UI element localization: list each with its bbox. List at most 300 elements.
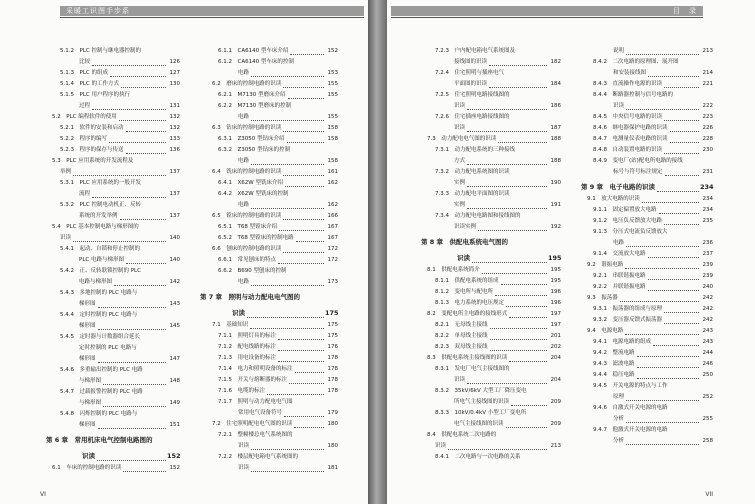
toc-entry-title: 8.2.1 无母线主接线 <box>435 322 488 328</box>
toc-entry-title: 5.1.4 PLC 的工作方式 <box>60 81 119 87</box>
toc-leader-dots <box>625 334 699 335</box>
toc-page-number: 201 <box>550 333 561 339</box>
toc-entry-title: 9.4.3 滤波电路 <box>593 361 635 367</box>
toc-page-number: 179 <box>327 410 338 416</box>
toc-entry-title: 8.1.3 电力系统的电压规定 <box>435 300 504 306</box>
toc-entry <box>581 326 713 337</box>
toc-entry-title: 6.1 车床的控制电路的识读 <box>52 465 122 471</box>
toc-leader-dots <box>288 98 324 99</box>
toc-entry-title: 6.5.1 T68 型镗床介绍 <box>218 224 278 230</box>
toc-leader-dots <box>283 87 324 88</box>
toc-entry-title: 识读 <box>613 103 625 109</box>
toc-page-number: 242 <box>702 317 713 323</box>
toc-entry-title: 8.2.2 单母线主接线 <box>435 333 488 339</box>
toc-page-number: 255 <box>702 416 713 422</box>
toc-entry <box>46 244 180 255</box>
toc-page-number: 204 <box>550 377 561 383</box>
toc-entry <box>421 441 561 452</box>
toc-entry <box>581 46 713 57</box>
toc-entry-title: 平面图的识读 <box>454 81 488 87</box>
toc-entry <box>421 123 561 134</box>
toc-leader-dots <box>283 252 324 253</box>
toc-leader-dots <box>482 273 547 274</box>
toc-page-number: 195 <box>548 254 562 262</box>
toc-page-number: 151 <box>169 422 180 428</box>
toc-entry <box>421 68 561 79</box>
toc-page-number: 132 <box>169 114 180 120</box>
toc-page-number: 158 <box>327 158 338 164</box>
toc-entry-title: 梯形图 <box>79 356 96 362</box>
toc-entry-title: 9.1 放大电路的识读 <box>587 196 640 202</box>
toc-page-number: 147 <box>169 356 180 362</box>
toc-entry <box>421 101 561 112</box>
toc-entry-title: 原理 <box>613 394 625 400</box>
toc-entry-title: 8.1 供配电系统简介 <box>427 267 480 273</box>
toc-entry-title: 7.2.4 住宅照明与插座电气 <box>435 70 504 76</box>
toc-entry <box>581 414 713 425</box>
toc-page-number: 178 <box>327 388 338 394</box>
toc-entry-title: 6.2.1 M7130 型磨床介绍 <box>218 92 286 98</box>
toc-entry-title: 5.4.2 正、反转联锁控制的 PLC <box>60 268 141 274</box>
toc-leader-dots <box>626 109 699 110</box>
toc-page-number: 148 <box>169 378 180 384</box>
toc-entry <box>581 392 713 403</box>
toc-page-number: 182 <box>550 59 561 65</box>
toc-entry-title: 7.2.6 住宅插座电路接线图的 <box>435 114 510 120</box>
toc-entry-title: 9.2.1 串联谐振电路 <box>593 273 646 279</box>
toc-entry <box>46 68 180 79</box>
toc-page-number: 197 <box>550 322 561 328</box>
toc-leader-dots <box>670 131 699 132</box>
toc-page-number: 145 <box>169 323 180 329</box>
toc-entry-title: 8.4.7 电测量仪表电路的识读 <box>593 136 668 142</box>
toc-entry-title: 6.6.1 常见刨床的特点 <box>218 257 276 263</box>
toc-entry <box>46 233 180 244</box>
toc-entry-title: 识读 <box>232 309 245 317</box>
toc-leader-dots <box>501 284 547 285</box>
toc-page-number: 242 <box>702 306 713 312</box>
toc-entry-title: 5.4.8 闪烁控制的 PLC 电路与 <box>60 411 138 417</box>
toc-page-number: 167 <box>327 224 338 230</box>
toc-leader-dots <box>626 400 699 401</box>
toc-leader-dots <box>664 312 699 313</box>
toc-entry-title: 7.2 住宅照明配电电气图的识读 <box>212 421 293 427</box>
toc-entry-title: 与梯形图 <box>79 400 102 406</box>
toc-leader-dots <box>103 406 166 407</box>
toc-page-number: 167 <box>327 235 338 241</box>
toc-page-number: 196 <box>550 300 561 306</box>
toc-page-number: 234 <box>702 207 713 213</box>
toc-page-number: 166 <box>327 213 338 219</box>
right-toc-column-1 <box>421 46 561 463</box>
toc-entry <box>206 331 338 342</box>
toc-entry <box>581 90 713 101</box>
toc-entry-title: 过程 <box>79 103 91 109</box>
toc-page-number: 228 <box>702 136 713 142</box>
toc-entry <box>46 420 180 431</box>
toc-chapter-entry <box>200 291 338 304</box>
left-header-rule <box>60 17 364 18</box>
toc-entry <box>581 293 713 304</box>
toc-leader-dots <box>467 109 547 110</box>
toc-entry <box>206 134 338 145</box>
toc-entry-title: 6.2.2 M7130 型磨床的控制 <box>218 103 291 109</box>
toc-entry <box>46 365 180 376</box>
toc-page-number: 162 <box>327 202 338 208</box>
toc-entry <box>421 320 561 331</box>
toc-entry <box>421 309 561 320</box>
toc-entry-title: 8.4.3 直流操作电源的识读 <box>593 81 662 87</box>
toc-entry <box>581 79 713 90</box>
toc-leader-dots <box>109 142 166 143</box>
toc-entry <box>581 348 713 359</box>
toc-entry <box>46 211 180 222</box>
toc-page-number: 172 <box>327 257 338 263</box>
toc-entry <box>421 112 561 123</box>
toc-page-number: 213 <box>550 443 561 449</box>
toc-entry <box>421 178 561 189</box>
toc-entry <box>421 430 561 441</box>
toc-entry-title: 7.1.3 用电设备的标注 <box>218 355 276 361</box>
toc-entry <box>581 205 713 216</box>
toc-entry <box>46 90 180 101</box>
toc-page-number: 209 <box>550 421 561 427</box>
toc-leader-dots <box>506 306 547 307</box>
toc-page-number: 130 <box>169 81 180 87</box>
toc-page-number: 162 <box>327 180 338 186</box>
toc-leader-dots <box>653 345 699 346</box>
toc-entry-title: 电路 <box>238 114 250 120</box>
toc-page-number: 230 <box>702 147 713 153</box>
toc-entry-title: 定时控制的 PLC 电路与 <box>79 345 137 351</box>
toc-page-number: 155 <box>327 114 338 120</box>
toc-entry-title: 比较 <box>79 59 91 65</box>
toc-page-number: 180 <box>327 421 338 427</box>
toc-page-number: 173 <box>327 279 338 285</box>
toc-leader-dots <box>665 175 699 176</box>
toc-entry-title: 5.4.7 过载报警控制的 PLC 电路 <box>60 389 143 395</box>
toc-page-number: 175 <box>325 309 339 317</box>
toc-entry <box>46 200 180 211</box>
toc-entry <box>581 381 713 392</box>
toc-page-number: 243 <box>702 328 713 334</box>
toc-leader-dots <box>626 54 699 55</box>
toc-entry <box>421 211 561 222</box>
toc-entry-title: 梯形图 <box>79 301 96 307</box>
left-page <box>0 0 368 504</box>
toc-entry <box>421 79 561 90</box>
left-toc-column-1 <box>46 46 180 474</box>
toc-entry-title: 5.4.3 多地控制的 PLC 电路与 <box>60 290 138 296</box>
toc-entry-title: 7.3.4 动力配电电路图和接线图的 <box>435 213 521 219</box>
toc-entry-title: 8.2.3 双母线主接线 <box>435 344 488 350</box>
toc-leader-dots <box>657 191 699 192</box>
right-header-rule <box>391 17 703 18</box>
toc-entry <box>46 167 180 178</box>
toc-entry-title: 5.2.2 程序的编写 <box>60 136 107 142</box>
toc-entry <box>46 343 180 354</box>
toc-leader-dots <box>467 208 547 209</box>
toc-entry-title: 6.3.2 Z3050 型钻床的控制 <box>218 147 291 153</box>
toc-leader-dots <box>509 361 547 362</box>
toc-entry <box>421 331 561 342</box>
toc-page-number: 172 <box>327 246 338 252</box>
toc-page-number: 197 <box>550 311 561 317</box>
toc-entry-title: 5.4 PLC 基本控制电路与梯形图的 <box>52 224 139 230</box>
toc-entry <box>421 353 561 364</box>
toc-entry <box>46 178 180 189</box>
toc-leader-dots <box>670 142 699 143</box>
toc-entry-title: 8.4.4 断路器控制与信号电路的 <box>593 92 673 98</box>
toc-entry-title: 8.2 变配电所主电路的接线形式 <box>427 311 508 317</box>
toc-leader-dots <box>121 87 166 88</box>
toc-leader-dots <box>114 285 166 286</box>
toc-entry <box>581 304 713 315</box>
toc-page-number: 176 <box>327 344 338 350</box>
toc-leader-dots <box>98 428 166 429</box>
toc-entry <box>421 375 561 386</box>
toc-entry-title: 8.4.5 中央信号电路的识读 <box>593 114 662 120</box>
toc-entry-title: 7.2.5 住宅照明电路接线图的 <box>435 92 510 98</box>
toc-entry-title: 7.3.2 动力配电系统图的识读 <box>435 169 510 175</box>
toc-leader-dots <box>664 224 699 225</box>
right-toc-column-2 <box>581 46 713 447</box>
toc-entry <box>206 244 338 255</box>
toc-page-number: 158 <box>327 136 338 142</box>
toc-entry-title: 8.3.3 10kV/0.4kV 小型工厂变电所 <box>435 410 527 416</box>
toc-entry <box>206 167 338 178</box>
toc-entry <box>206 200 338 211</box>
toc-page-number: 243 <box>702 339 713 345</box>
toc-chapter-entry <box>421 252 561 265</box>
toc-entry <box>46 79 180 90</box>
toc-entry <box>421 46 561 57</box>
toc-leader-dots <box>467 383 547 384</box>
right-page-number: VII <box>705 491 713 498</box>
toc-leader-dots <box>73 241 166 242</box>
toc-page-number: 258 <box>702 438 713 444</box>
toc-entry <box>46 46 180 57</box>
toc-entry-title: 识读 <box>435 443 447 449</box>
toc-entry-title: 9.4.6 自激式开关电源的电路 <box>593 405 668 411</box>
toc-entry-title: 电路 <box>238 158 250 164</box>
toc-leader-dots <box>287 142 324 143</box>
toc-entry <box>581 134 713 145</box>
toc-entry <box>421 265 561 276</box>
toc-entry <box>421 452 561 463</box>
toc-entry-title: 5.4.4 定时控制的 PLC 电路与 <box>60 312 138 318</box>
toc-leader-dots <box>296 241 324 242</box>
toc-leader-dots <box>648 257 699 258</box>
toc-entry <box>206 342 338 353</box>
toc-leader-dots <box>251 471 324 472</box>
toc-entry-title: 8.4.9 变电厂(站)配电所电路的接线 <box>593 158 683 164</box>
toc-leader-dots <box>250 328 324 329</box>
toc-entry-title: 与梯形图 <box>79 378 102 384</box>
toc-entry-title: 分析 <box>613 416 625 422</box>
toc-leader-dots <box>506 427 547 428</box>
toc-entry-title: 9.4.7 他激式开关电源的电路 <box>593 427 668 433</box>
toc-leader-dots <box>283 131 324 132</box>
toc-leader-dots <box>120 219 166 220</box>
toc-leader-dots <box>489 65 547 66</box>
toc-page-number: 222 <box>702 103 713 109</box>
toc-leader-dots <box>283 219 324 220</box>
toc-page-number: 152 <box>167 452 181 460</box>
toc-leader-dots <box>279 230 324 231</box>
toc-page-number: 213 <box>702 48 713 54</box>
toc-entry <box>581 216 713 227</box>
book-gutter <box>368 0 387 504</box>
toc-entry <box>581 436 713 447</box>
toc-entry <box>206 419 338 430</box>
toc-entry <box>581 123 713 134</box>
toc-page-number: 202 <box>550 344 561 350</box>
toc-entry <box>206 441 338 452</box>
toc-entry-title: 9.4 电源电路 <box>587 328 624 334</box>
toc-leader-dots <box>247 317 324 318</box>
toc-entry-title: 5.2.3 程序的保存与传送 <box>60 147 124 153</box>
toc-entry-title: 6.5.2 T68 型镗床的控制电路 <box>218 235 294 241</box>
toc-entry-title: 5.2.1 软件的安装和启动 <box>60 125 124 131</box>
toc-entry <box>581 282 713 293</box>
toc-entry-title: 5.4.6 多重输出控制的 PLC 电路 <box>60 367 143 373</box>
toc-entry <box>581 271 713 282</box>
toc-entry <box>581 156 713 167</box>
toc-entry <box>206 386 338 397</box>
toc-entry-title: 9.3.1 振荡器的组成与原理 <box>593 306 662 312</box>
toc-entry-title: 8.4 供配电系统二次电路的 <box>427 432 497 438</box>
toc-leader-dots <box>123 471 166 472</box>
toc-entry <box>46 398 180 409</box>
toc-entry <box>421 364 561 375</box>
toc-page-number: 226 <box>702 125 713 131</box>
toc-page-number: 149 <box>169 400 180 406</box>
toc-leader-dots <box>626 444 699 445</box>
toc-entry <box>46 409 180 420</box>
toc-entry <box>206 375 338 386</box>
toc-entry-title: 8.4.2 二次电路的原理图、展开图 <box>593 59 679 65</box>
toc-entry <box>581 370 713 381</box>
toc-page-number: 204 <box>550 355 561 361</box>
toc-leader-dots <box>642 202 699 203</box>
toc-entry <box>46 354 180 365</box>
toc-entry-title: 6.3 钻床的控制电路的识读 <box>212 125 282 131</box>
toc-entry <box>421 145 561 156</box>
toc-page-number: 187 <box>550 125 561 131</box>
toc-entry-title: 电路 <box>613 240 625 246</box>
toc-leader-dots <box>490 328 547 329</box>
toc-leader-dots <box>278 350 324 351</box>
toc-page-number: 137 <box>169 169 180 175</box>
toc-entry-title: 9.4.5 开关电源的特点与工作 <box>593 383 668 389</box>
toc-leader-dots <box>626 422 699 423</box>
toc-entry <box>46 112 180 123</box>
toc-page-number: 178 <box>327 355 338 361</box>
toc-leader-dots <box>467 131 547 132</box>
toc-entry <box>206 320 338 331</box>
toc-leader-dots <box>97 460 166 461</box>
right-page <box>387 0 755 504</box>
toc-leader-dots <box>448 449 547 450</box>
toc-entry-title: 7.1.4 电力和照明设备的标注 <box>218 366 293 372</box>
toc-entry-title: 8.3 供配电系统主接线图的识读 <box>427 355 508 361</box>
toc-entry <box>581 101 713 112</box>
toc-chapter-entry <box>46 434 180 447</box>
toc-page-number: 127 <box>169 70 180 76</box>
toc-entry-title: 7.2.2 楼层配电箱电气系统图的 <box>218 454 298 460</box>
toc-entry-title: 识读 <box>454 103 466 109</box>
toc-entry <box>46 101 180 112</box>
toc-page-number: 250 <box>702 372 713 378</box>
toc-leader-dots <box>251 120 324 121</box>
toc-page-number: 140 <box>169 257 180 263</box>
toc-entry-title: 6.1.2 CA6140 型车床的控制 <box>218 59 294 65</box>
toc-entry-title: 8.3.2 35kV/6kV 大型工厂降压变电 <box>435 388 527 394</box>
toc-entry-title: 7.2.1 整幢楼总电气系统图的 <box>218 432 293 438</box>
toc-entry-title: 6.5 镗床的控制电路的识读 <box>212 213 282 219</box>
toc-entry <box>206 452 338 463</box>
toc-entry <box>206 364 338 375</box>
toc-entry <box>206 397 338 408</box>
toc-entry <box>421 90 561 101</box>
toc-chapter-entry <box>206 307 338 320</box>
toc-leader-dots <box>294 427 324 428</box>
toc-entry-title: 流程 <box>79 191 91 197</box>
toc-entry <box>46 145 180 156</box>
toc-chapter-entry <box>421 236 561 249</box>
toc-page-number: 239 <box>702 273 713 279</box>
toc-entry-title: 6.2 磨床的控制电路的识读 <box>212 81 282 87</box>
toc-leader-dots <box>289 383 324 384</box>
toc-entry-title: 识读 <box>454 125 466 131</box>
toc-entry <box>46 255 180 266</box>
toc-entry <box>46 299 180 310</box>
toc-leader-dots <box>664 120 699 121</box>
toc-entry <box>206 46 338 57</box>
toc-leader-dots <box>103 384 166 385</box>
toc-page-number: 140 <box>169 235 180 241</box>
toc-entry <box>206 211 338 222</box>
toc-leader-dots <box>637 356 699 357</box>
right-running-header: 目 录 <box>391 6 703 16</box>
toc-entry-title: 识读 <box>454 377 466 383</box>
toc-entry <box>206 189 338 200</box>
toc-page-number: 239 <box>702 262 713 268</box>
toc-page-number: 142 <box>169 279 180 285</box>
toc-page-number: 155 <box>327 81 338 87</box>
toc-entry-title: 5.2 PLC 编程软件的使用 <box>52 114 117 120</box>
toc-leader-dots <box>126 153 166 154</box>
toc-leader-dots <box>664 153 699 154</box>
toc-entry-title: 常用电气设备符号 <box>238 410 283 416</box>
toc-page-number: 234 <box>700 183 714 191</box>
toc-leader-dots <box>648 279 699 280</box>
toc-entry-title: 8.4.6 继电器保护电路的识读 <box>593 125 668 131</box>
toc-leader-dots <box>490 339 547 340</box>
toc-leader-dots <box>620 301 699 302</box>
toc-leader-dots <box>251 449 324 450</box>
toc-entry <box>46 321 180 332</box>
toc-entry <box>206 178 338 189</box>
toc-page-number: 181 <box>327 465 338 471</box>
toc-page-number: 244 <box>702 350 713 356</box>
toc-entry-title: 9.3 振荡器 <box>587 295 618 301</box>
toc-entry-title: 9.1.2 电压负反馈放大电路 <box>593 218 662 224</box>
toc-leader-dots <box>119 120 166 121</box>
toc-page-number: 195 <box>550 267 561 273</box>
toc-entry-title: 5.1.5 PLC 用户程序的执行 <box>60 92 130 98</box>
